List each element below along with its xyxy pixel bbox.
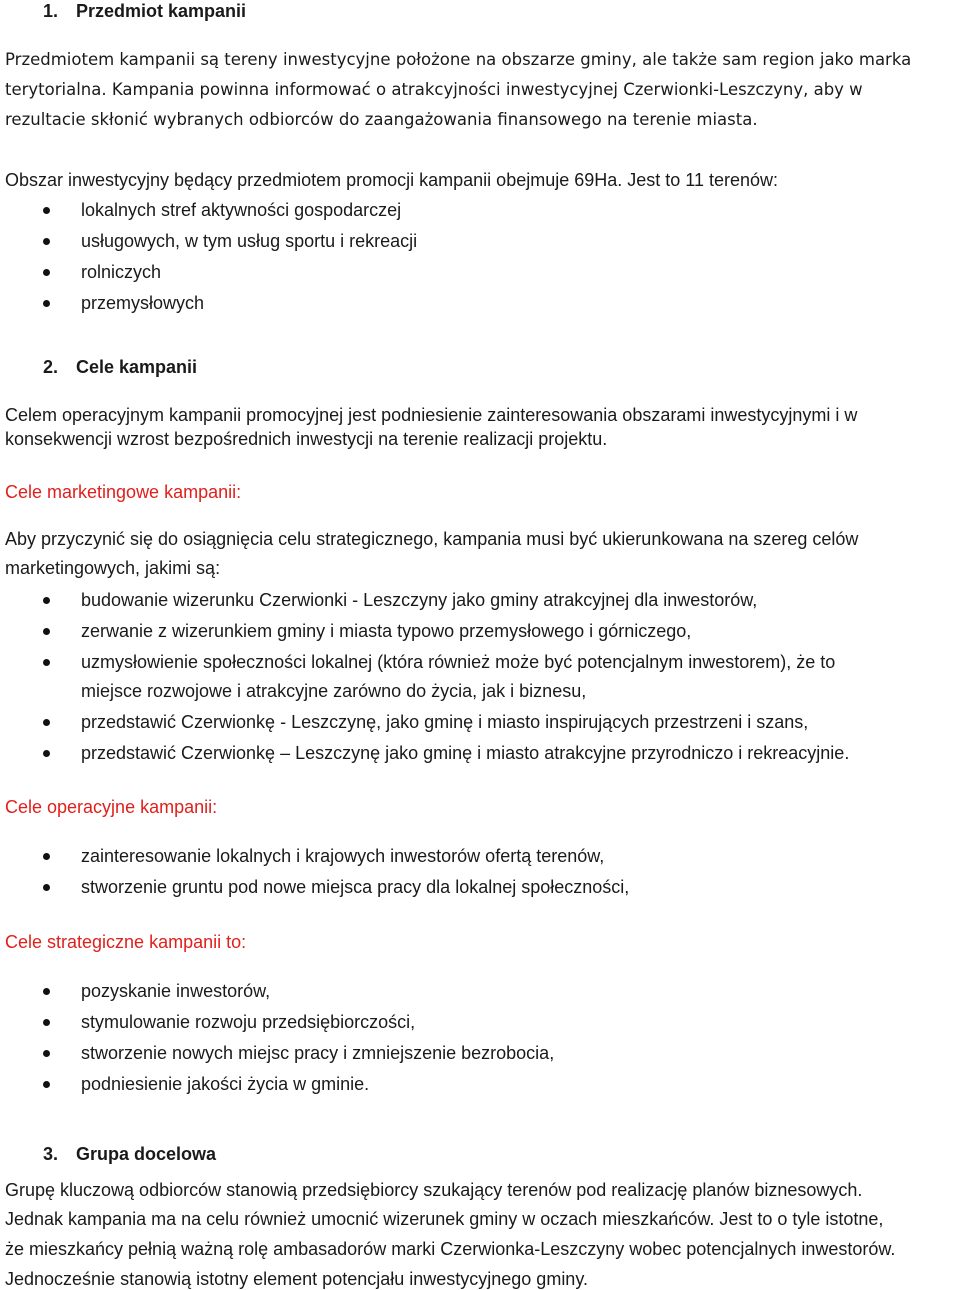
bullet-icon xyxy=(43,628,50,635)
section-1-heading xyxy=(0,0,246,22)
bullet-icon xyxy=(43,1081,50,1088)
bullet-icon xyxy=(43,884,50,891)
bullet-icon xyxy=(43,750,50,757)
list-item-text: usługowych, w tym usług sportu i rekreacji xyxy=(81,231,418,251)
marketing-intro-line: Aby przyczynić się do osiągnięcia celu strategicznego, kampania musi być ukierunkowana na szereg celów xyxy=(5,529,859,549)
bullet-icon xyxy=(43,1019,50,1026)
bullet-icon xyxy=(43,853,50,860)
list-item-text: lokalnych stref aktywności gospodarczej xyxy=(81,200,402,220)
section-title: Cele kampanii xyxy=(76,357,198,377)
paragraph-line: Jednak kampania ma na celu również umocnić wizerunek gminy w oczach mieszkańców. Jest to o tyle istotne, xyxy=(5,1209,884,1229)
paragraph-line: rezultacie skłonić wybranych odbiorców do zaangażowania finansowego na terenie miasta. xyxy=(5,110,758,129)
list-item-text-continuation: miejsce rozwojowe i atrakcyjne zarówno do życia, jak i biznesu, xyxy=(81,681,587,701)
paragraph-line: Celem operacyjnym kampanii promocyjnej jest podniesienie zainteresowania obszarami inwestycyjnymi i w xyxy=(5,405,858,425)
list-item-text: pozyskanie inwestorów, xyxy=(81,981,271,1001)
paragraph-line: konsekwencji wzrost bezpośrednich inwestycji na terenie realizacji projektu. xyxy=(5,429,608,449)
list-item-text: zainteresowanie lokalnych i krajowych inwestorów ofertą terenów, xyxy=(81,846,605,866)
section-number: 2. xyxy=(43,357,59,377)
bullet-icon xyxy=(43,238,50,245)
paragraph-line: terytorialna. Kampania powinna informować o atrakcyjności inwestycyjnej Czerwionki-Leszczyny, aby w xyxy=(5,80,863,99)
list-item-text: budowanie wizerunku Czerwionki - Leszczyny jako gminy atrakcyjnej dla inwestorów, xyxy=(81,590,758,610)
bullet-icon xyxy=(43,719,50,726)
list-item-text: zerwanie z wizerunkiem gminy i miasta typowo przemysłowego i górniczego, xyxy=(81,621,692,641)
list-item-text: stymulowanie rozwoju przedsiębiorczości, xyxy=(81,1012,416,1032)
list-item-text: stworzenie nowych miejsc pracy i zmniejszenie bezrobocia, xyxy=(81,1043,555,1063)
section-number: 1. xyxy=(43,1,59,21)
paragraph-line: Przedmiotem kampanii są tereny inwestycyjne położone na obszarze gminy, ale także sam region jako marka xyxy=(5,50,912,69)
paragraph-line: Grupę kluczową odbiorców stanowią przedsiębiorcy szukający terenów pod realizację planów biznesowych. xyxy=(5,1180,863,1200)
area-intro: Obszar inwestycyjny będący przedmiotem promocji kampanii obejmuje 69Ha. Jest to 11 terenów: xyxy=(5,170,779,190)
bullet-icon xyxy=(43,207,50,214)
section-3-heading xyxy=(0,1143,216,1165)
section-number: 3. xyxy=(43,1144,59,1164)
list-item-text: przemysłowych xyxy=(81,293,205,313)
paragraph-line: że mieszkańcy pełnią ważną rolę ambasadorów marki Czerwionka-Leszczyny wobec potencjalnych inwestorów. xyxy=(5,1239,896,1259)
bullet-icon xyxy=(43,1050,50,1057)
bullet-icon xyxy=(43,597,50,604)
bullet-icon xyxy=(43,659,50,666)
section-title: Grupa docelowa xyxy=(76,1144,217,1164)
marketing-intro-line: marketingowych, jakimi są: xyxy=(5,558,221,578)
list-item-text: uzmysłowienie społeczności lokalnej (która również może być potencjalnym inwestorem), że to xyxy=(81,652,836,672)
strategic-goals-heading: Cele strategiczne kampanii to: xyxy=(5,932,247,952)
paragraph-line: Jednocześnie stanowią istotny element potencjału inwestycyjnego gminy. xyxy=(5,1269,588,1289)
list-item-text: przedstawić Czerwionkę - Leszczynę, jako gminę i miasto inspirujących przestrzeni i szans, xyxy=(81,712,809,732)
section-2-heading xyxy=(0,356,197,378)
bullet-icon xyxy=(43,300,50,307)
list-item-text: podniesienie jakości życia w gminie. xyxy=(81,1074,370,1094)
operational-goals-heading: Cele operacyjne kampanii: xyxy=(5,797,218,817)
bullet-icon xyxy=(43,988,50,995)
bullet-icon xyxy=(43,269,50,276)
list-item-text: stworzenie gruntu pod nowe miejsca pracy dla lokalnej społeczności, xyxy=(81,877,630,897)
list-item-text: rolniczych xyxy=(81,262,162,282)
section-title: Przedmiot kampanii xyxy=(76,1,247,21)
list-item-text: przedstawić Czerwionkę – Leszczynę jako gminę i miasto atrakcyjne przyrodniczo i rekreacyjnie. xyxy=(81,743,850,763)
marketing-goals-heading: Cele marketingowe kampanii: xyxy=(5,482,242,502)
